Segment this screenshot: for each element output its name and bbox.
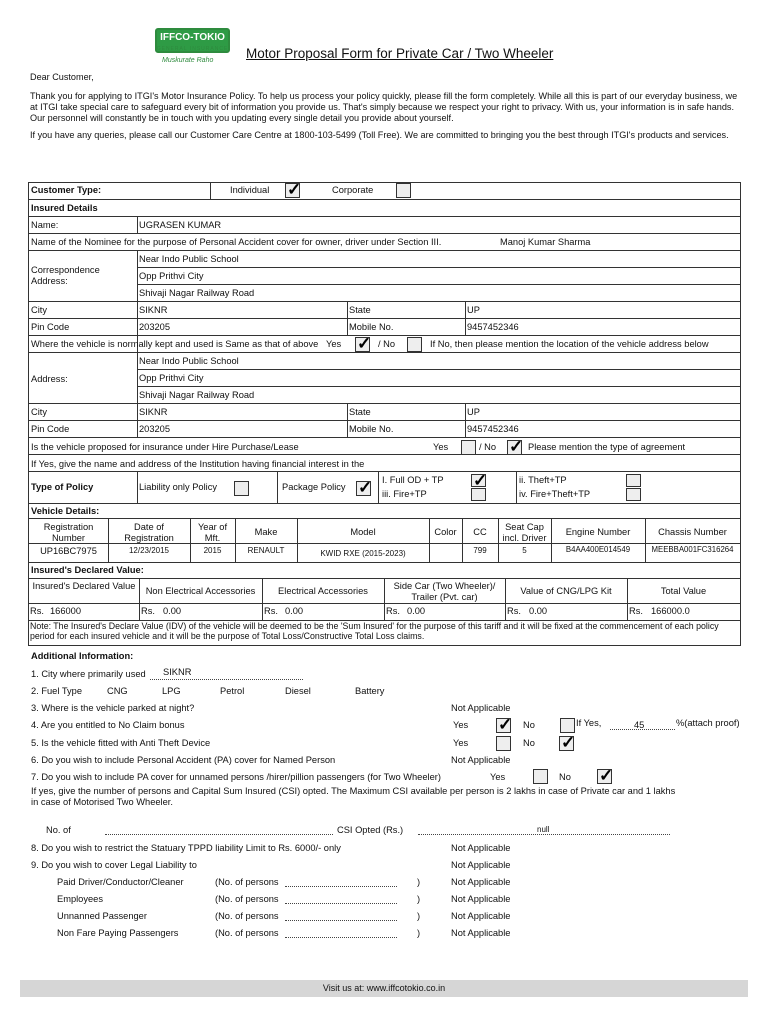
hire-yes-label: Yes — [433, 442, 449, 452]
option-fire-tp-checkbox[interactable] — [471, 488, 486, 501]
option-full-od-label: I. Full OD + TP — [382, 475, 444, 485]
vehicle-header-cell: Chassis Number — [658, 527, 727, 537]
ll-close-paren: ) — [417, 911, 421, 921]
idv-header-cell: Value of CNG/LPG Kit — [520, 586, 612, 596]
hire-agreement-note: Please mention the type of agreement — [528, 442, 686, 452]
pin-value: 203205 — [139, 322, 171, 332]
hire-yes-checkbox[interactable] — [461, 440, 476, 455]
vehicle-header-cell: Year of Mft. — [197, 522, 228, 543]
q3-parking-label: 3. Where is the vehicle parked at night? — [31, 703, 195, 713]
ll-persons-label: (No. of persons — [215, 928, 279, 938]
idv-rs-label: Rs. — [507, 606, 521, 616]
ll-item-label: Unnanned Passenger — [57, 911, 147, 921]
same-address-question: Where the vehicle is normally kept and used is Same as that of above — [31, 339, 319, 349]
vehicle-cell: 5 — [522, 546, 527, 555]
hire-no-label: / No — [479, 442, 497, 452]
city-label-2: City — [31, 407, 48, 417]
mobile-label-2: Mobile No. — [349, 424, 394, 434]
ll-item-label: Paid Driver/Conductor/Cleaner — [57, 877, 184, 887]
ncb-percent: 45 — [634, 720, 645, 730]
pa-unnamed-no-checkbox[interactable] — [597, 769, 612, 784]
ll-close-paren: ) — [417, 877, 421, 887]
page-title: Motor Proposal Form for Private Car / Two Wheeler — [246, 46, 554, 61]
vehicle-cell: MEEBBA001FC316264 — [651, 545, 734, 554]
fuel-option: Battery — [355, 686, 385, 696]
attach-proof-label: %(attach proof) — [676, 718, 740, 728]
vehicle-address-line2: Opp Prithvi City — [139, 373, 204, 383]
q4-yes-label: Yes — [453, 720, 469, 730]
name-label: Name: — [31, 220, 59, 230]
vehicle-header-cell: Seat Cap incl. Driver — [502, 522, 547, 543]
electrical-value: 0.00 — [285, 606, 304, 616]
q1-city-value: SIKNR — [163, 667, 192, 677]
q6-value: Not Applicable — [451, 755, 511, 765]
vehicle-header-cell: Model — [350, 527, 376, 537]
company-logo: IFFCO-TOKIO — [155, 28, 230, 53]
cng-kit-value: 0.00 — [529, 606, 548, 616]
insured-name: UGRASEN KUMAR — [139, 220, 222, 230]
idv-rs-label: Rs. — [141, 606, 155, 616]
individual-checkbox[interactable] — [285, 183, 300, 198]
customer-type-label: Customer Type: — [31, 185, 102, 195]
vehicle-header-cell: Date of Registration — [124, 522, 174, 543]
pin-label-2: Pin Code — [31, 424, 70, 434]
logo-subtitle: GENERAL INSURANCE — [156, 46, 229, 52]
state-label-2: State — [349, 407, 371, 417]
pa-unnamed-yes-checkbox[interactable] — [533, 769, 548, 784]
same-no-note: If No, then please mention the location of the vehicle address below — [430, 339, 709, 349]
vehicle-header-cell: Make — [254, 527, 278, 537]
mobile-value: 9457452346 — [467, 322, 519, 332]
ll-persons-label: (No. of persons — [215, 911, 279, 921]
option-fire-theft-tp-label: iv. Fire+Theft+TP — [519, 489, 591, 499]
side-car-value: 0.00 — [407, 606, 426, 616]
option-theft-tp-checkbox[interactable] — [626, 474, 641, 487]
mobile-value-2: 9457452346 — [467, 424, 519, 434]
if-yes-label: If Yes, — [576, 718, 602, 728]
mobile-label: Mobile No. — [349, 322, 394, 332]
idv-header-cell: Total Value — [660, 586, 707, 596]
csi-opted-value: null — [537, 825, 550, 834]
same-no-checkbox[interactable] — [407, 337, 422, 352]
footer-website[interactable]: Visit us at: www.iffcotokio.co.in — [20, 980, 748, 997]
fuel-option: Petrol — [220, 686, 245, 696]
q2-fuel-label: 2. Fuel Type — [31, 686, 82, 696]
idv-note: Note: The Insured's Declare Value (IDV) of the vehicle will be deemed to be the 'Sum Insured' for the purpose of this tariff and it will be fixed at the commencement of each policy period for each insured vehicle and it will be the purpose of Total Loss/Constructive Total Loss claims. — [30, 621, 719, 641]
ll-value: Not Applicable — [451, 894, 511, 904]
state-label: State — [349, 305, 371, 315]
option-theft-tp-label: ii. Theft+TP — [519, 475, 567, 485]
idv-rs-label: Rs. — [264, 606, 278, 616]
idv-header-cell: Insured's Declared Value — [32, 581, 136, 591]
q3-value: Not Applicable — [451, 703, 511, 713]
q7-no-label: No — [559, 772, 571, 782]
csi-opted-label: CSI Opted (Rs.) — [337, 825, 404, 835]
q5-no-label: No — [523, 738, 535, 748]
city-label: City — [31, 305, 48, 315]
q7-note: If yes, give the number of persons and Capital Sum Insured (CSI) opted. The Maximum CSI available per person is 2 lakhs in case of Private car and 1 lakhs in case of Motorised Two Wheeler. — [31, 786, 676, 807]
same-no-label: / No — [378, 339, 396, 349]
address-label: Address: — [31, 374, 68, 384]
ll-persons-label: (No. of persons — [215, 894, 279, 904]
q4-no-label: No — [523, 720, 535, 730]
vehicle-cell: RENAULT — [247, 546, 285, 555]
no-of-label: No. of — [46, 825, 71, 835]
queries-paragraph: If you have any queries, please call our Customer Care Centre at 1800-103-5499 (Toll Free). We are committed to bringing you the best through ITGI's products and services. — [30, 130, 729, 140]
idv-rs-label: Rs. — [386, 606, 400, 616]
idv-heading: Insured's Declared Value: — [31, 565, 144, 575]
nominee-name: Manoj Kumar Sharma — [500, 237, 591, 247]
vehicle-address-line1: Near Indo Public School — [139, 356, 239, 366]
vehicle-header-cell: Color — [434, 527, 457, 537]
idv-value: 166000 — [50, 606, 82, 616]
liability-only-checkbox[interactable] — [234, 481, 249, 496]
hire-no-checkbox[interactable] — [507, 440, 522, 455]
insured-details-heading: Insured Details — [31, 203, 98, 213]
q9-legal-liability-label: 9. Do you wish to cover Legal Liability to — [31, 860, 197, 870]
q9-value: Not Applicable — [451, 860, 511, 870]
vehicle-cell: B4AA400E014549 — [565, 545, 631, 554]
nominee-label: Name of the Nominee for the purpose of Personal Accident cover for owner, driver under Section III. — [31, 237, 442, 247]
option-fire-theft-tp-checkbox[interactable] — [626, 488, 641, 501]
same-yes-checkbox[interactable] — [355, 337, 370, 352]
same-yes-label: Yes — [326, 339, 342, 349]
idv-rs-label: Rs. — [30, 606, 44, 616]
q7-pa-unnamed-label: 7. Do you wish to include PA cover for unnamed persons /hirer/pillion passengers (for Two Wheeler) — [31, 772, 441, 782]
intro-paragraph: Thank you for applying to ITGI's Motor Insurance Policy. To help us process your policy quickly, please fill the form completely. While all this is part of our everyday business, we at ITGI take special care to safeguard every bit of information you provide us. That's simply because we respect your right to privacy. With us, your information is in safe hands. Our personnel will constantly be in touch with you updating every single detail you provide about yourself. — [30, 91, 738, 123]
additional-info-heading: Additional Information: — [31, 651, 134, 661]
pin-value-2: 203205 — [139, 424, 171, 434]
vehicle-address-line3: Shivaji Nagar Railway Road — [139, 390, 255, 400]
package-policy-checkbox[interactable] — [356, 481, 371, 496]
vehicle-cell: 2015 — [203, 546, 222, 555]
city-value-2: SIKNR — [139, 407, 168, 417]
fuel-option: CNG — [107, 686, 128, 696]
corr-address-line1: Near Indo Public School — [139, 254, 239, 264]
pin-label: Pin Code — [31, 322, 70, 332]
logo-tagline: Muskurate Raho — [162, 57, 214, 64]
q5-antitheft-label: 5. Is the vehicle fitted with Anti Theft Device — [31, 738, 211, 748]
vehicle-cell: KWID RXE (2015-2023) — [320, 549, 406, 558]
idv-header-cell: Electrical Accessories — [278, 586, 368, 596]
ll-value: Not Applicable — [451, 928, 511, 938]
ll-value: Not Applicable — [451, 877, 511, 887]
q8-value: Not Applicable — [451, 843, 511, 853]
vehicle-cell: 799 — [473, 546, 487, 555]
total-value: 166000.0 — [651, 606, 690, 616]
option-full-od-checkbox[interactable] — [471, 474, 486, 487]
state-value: UP — [467, 305, 480, 315]
antitheft-yes-checkbox[interactable] — [496, 736, 511, 751]
vehicle-details-heading: Vehicle Details: — [31, 506, 100, 516]
q8-tppd-label: 8. Do you wish to restrict the Statuary TPPD liability Limit to Rs. 6000/- only — [31, 843, 341, 853]
q4-ncb-label: 4. Are you entitled to No Claim bonus — [31, 720, 185, 730]
hire-question: Is the vehicle proposed for insurance under Hire Purchase/Lease — [31, 442, 299, 452]
fuel-option: Diesel — [285, 686, 311, 696]
ll-persons-label: (No. of persons — [215, 877, 279, 887]
hire-yes-question: If Yes, give the name and address of the Institution having financial interest in the — [31, 459, 365, 469]
liability-only-label: Liability only Policy — [139, 482, 218, 492]
ncb-no-checkbox[interactable] — [560, 718, 575, 733]
ll-close-paren: ) — [417, 894, 421, 904]
type-of-policy-label: Type of Policy — [31, 482, 94, 492]
vehicle-cell: 12/23/2015 — [128, 546, 170, 555]
city-value: SIKNR — [139, 305, 168, 315]
non-electrical-value: 0.00 — [163, 606, 182, 616]
vehicle-header-cell: CC — [473, 527, 487, 537]
option-fire-tp-label: iii. Fire+TP — [382, 489, 427, 499]
q7-yes-label: Yes — [490, 772, 506, 782]
greeting: Dear Customer, — [30, 72, 94, 82]
individual-label: Individual — [230, 185, 270, 195]
ll-item-label: Employees — [57, 894, 103, 904]
idv-rs-label: Rs. — [629, 606, 643, 616]
ll-value: Not Applicable — [451, 911, 511, 921]
q5-yes-label: Yes — [453, 738, 469, 748]
ll-item-label: Non Fare Paying Passengers — [57, 928, 179, 938]
vehicle-cell: UP16BC7975 — [40, 546, 97, 556]
corr-address-line2: Opp Prithvi City — [139, 271, 204, 281]
vehicle-header-cell: Registration Number — [43, 522, 94, 543]
correspondence-address-label: Correspondence Address: — [31, 265, 100, 286]
q6-pa-named-label: 6. Do you wish to include Personal Accident (PA) cover for Named Person — [31, 755, 336, 765]
idv-header-cell: Non Electrical Accessories — [145, 586, 256, 596]
corr-address-line3: Shivaji Nagar Railway Road — [139, 288, 255, 298]
antitheft-no-checkbox[interactable] — [559, 736, 574, 751]
ll-close-paren: ) — [417, 928, 421, 938]
state-value-2: UP — [467, 407, 480, 417]
q1-city-label: 1. City where primarily used — [31, 669, 146, 679]
vehicle-header-cell: Engine Number — [565, 527, 631, 537]
package-policy-label: Package Policy — [282, 482, 346, 492]
corporate-label: Corporate — [332, 185, 374, 195]
corporate-checkbox[interactable] — [396, 183, 411, 198]
fuel-option: LPG — [162, 686, 181, 696]
ncb-yes-checkbox[interactable] — [496, 718, 511, 733]
idv-header-cell: Side Car (Two Wheeler)/ Trailer (Pvt. car) — [393, 581, 496, 602]
